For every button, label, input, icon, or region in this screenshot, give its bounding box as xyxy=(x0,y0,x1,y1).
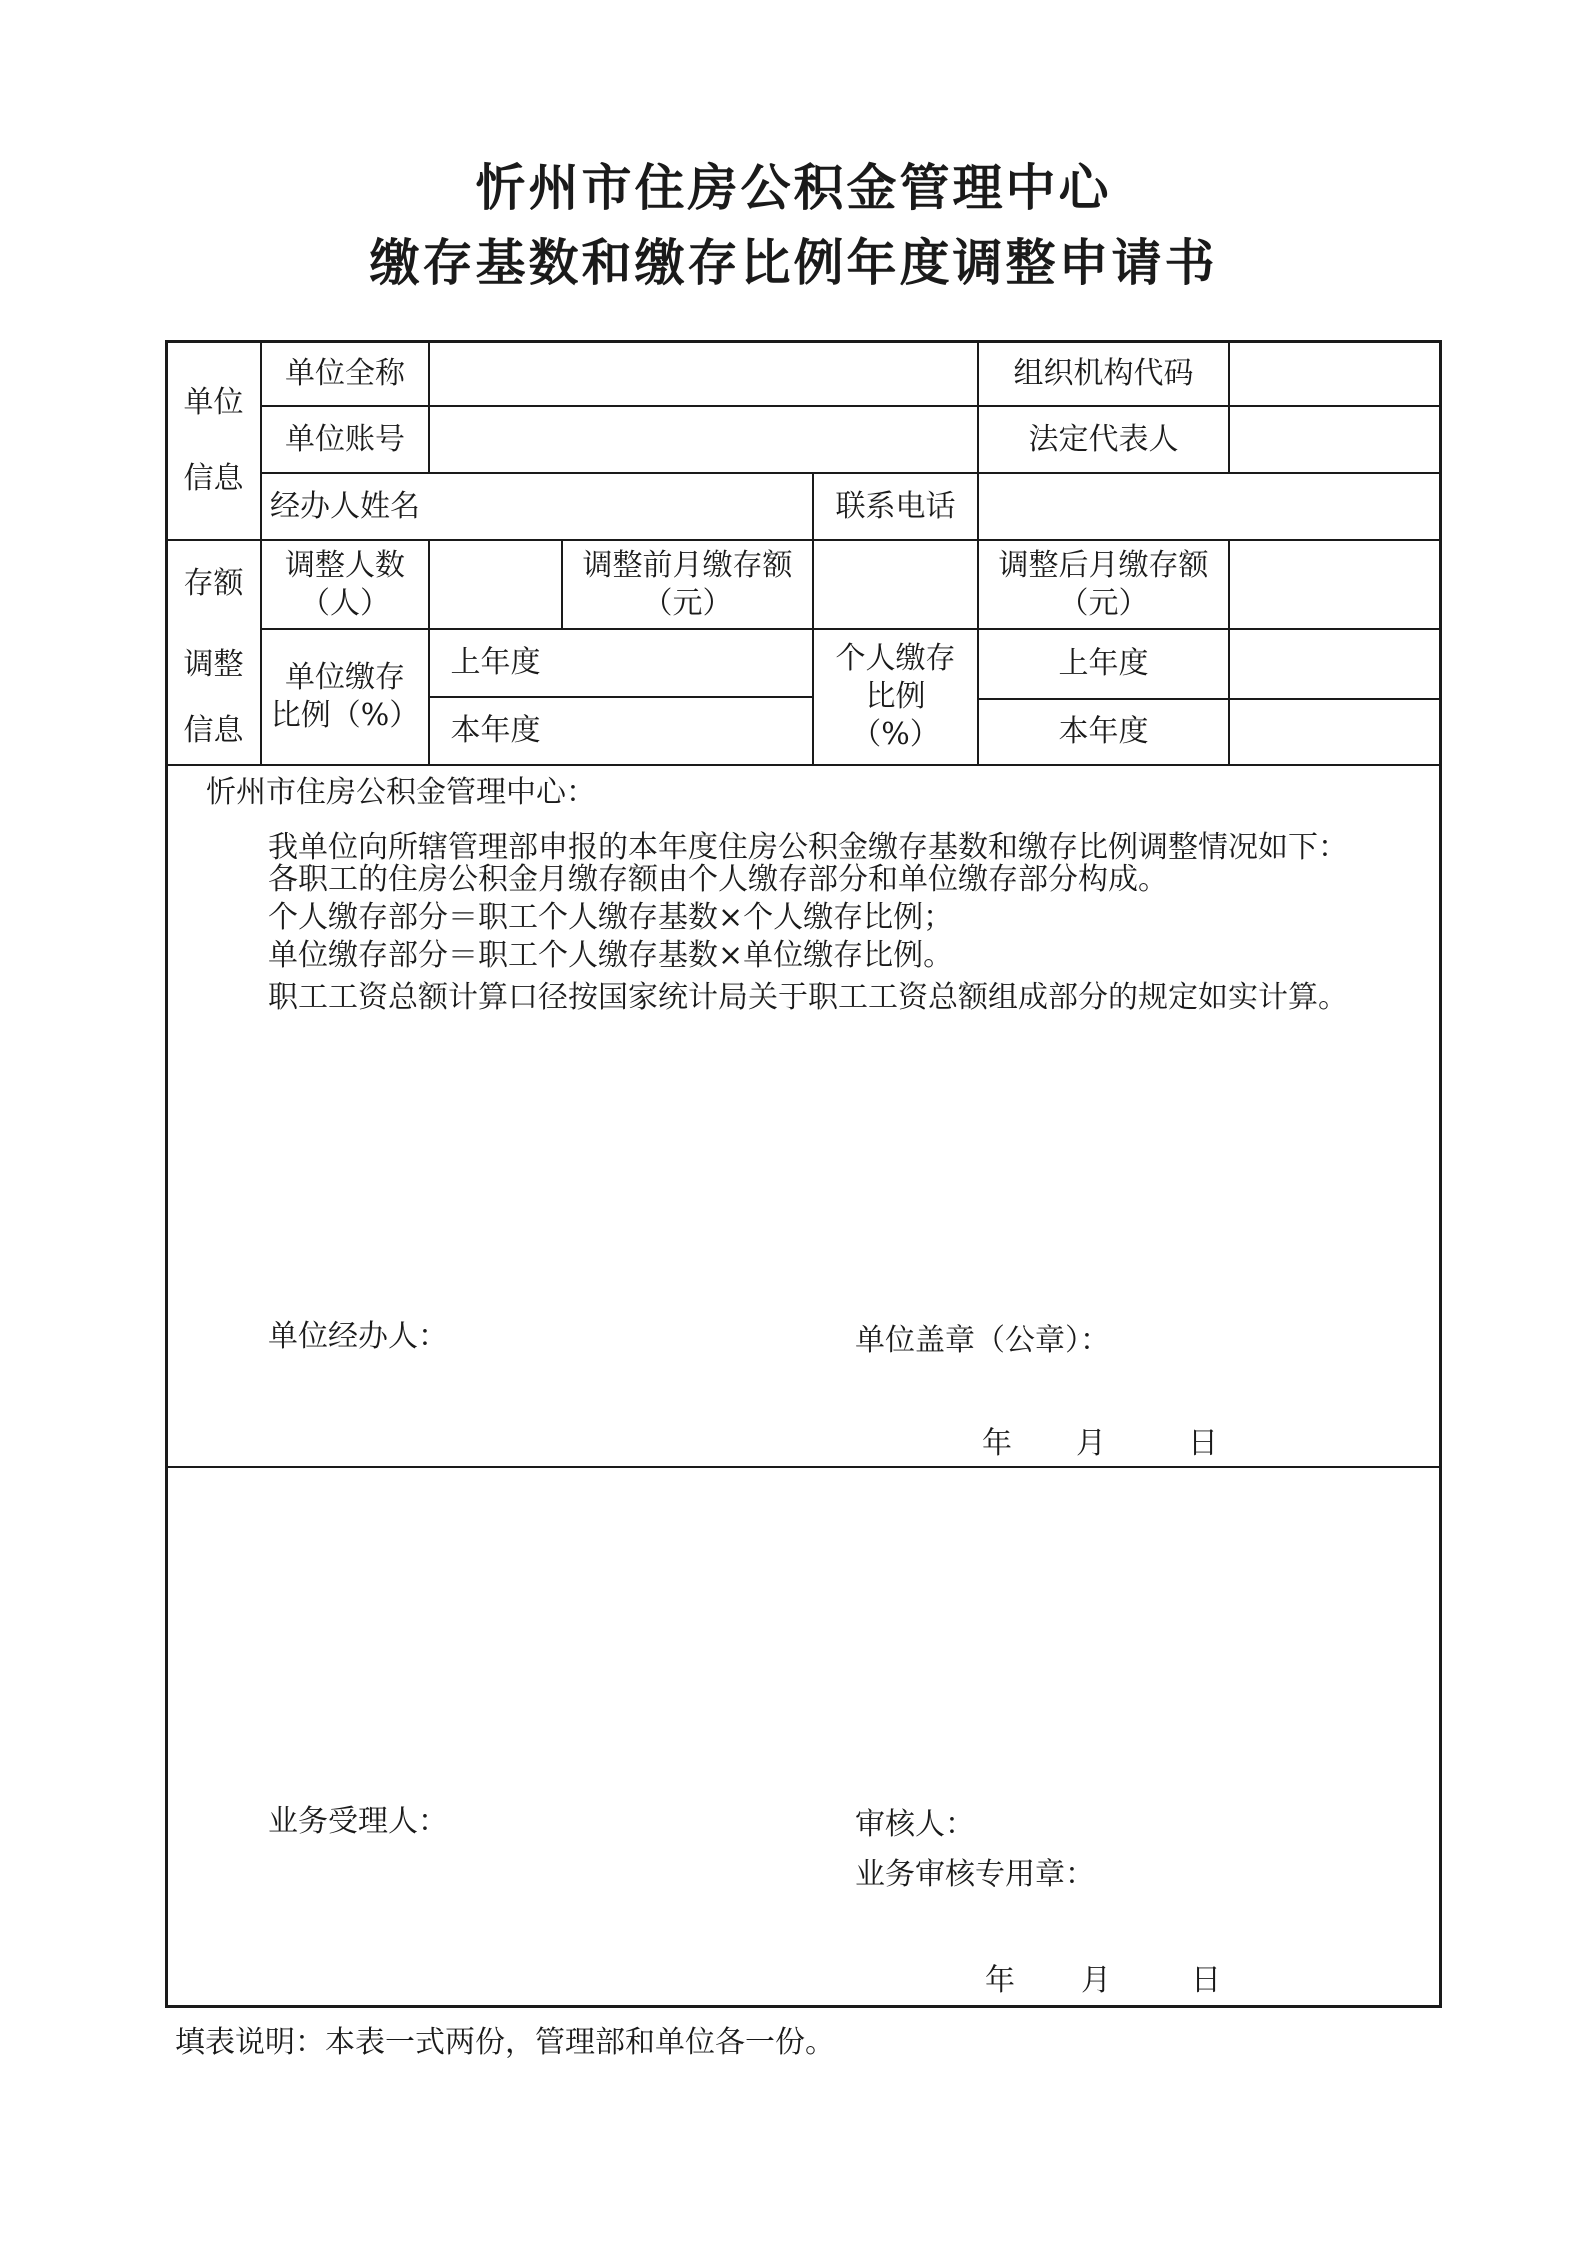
review-date-year: 年 xyxy=(985,1963,1015,1998)
unit-ratio-last-year-field[interactable] xyxy=(563,630,812,696)
unit-ratio-label: 单位缴存 比例（%） xyxy=(270,660,420,733)
account-label: 单位账号 xyxy=(285,421,405,457)
business-receiver-label: 业务受理人： xyxy=(268,1804,448,1839)
statement-date-month: 月 xyxy=(1076,1426,1106,1461)
rule xyxy=(167,1466,1441,1468)
org-code-label: 组织机构代码 xyxy=(1013,355,1194,391)
personal-ratio-label: 个人缴存 比例 （%） xyxy=(835,641,956,752)
personal-ratio-this-year-field[interactable] xyxy=(1230,700,1439,764)
statement-date-year: 年 xyxy=(982,1426,1012,1461)
statement-line: 单位缴存部分＝职工个人缴存基数×单位缴存比例。 xyxy=(268,938,954,973)
adjust-section-label-2: 调整 xyxy=(183,646,244,682)
review-date-day: 日 xyxy=(1191,1963,1221,1998)
table-border-right xyxy=(1439,340,1442,2008)
after-amount-label: 调整后月缴存额 （元） xyxy=(998,547,1209,621)
footer-note: 填表说明：本表一式两份，管理部和单位各一份。 xyxy=(175,2025,835,2060)
adjust-section-label-1: 存额 xyxy=(183,565,244,601)
people-count-field[interactable] xyxy=(430,541,561,628)
unit-info-section-label: 单位 信息 xyxy=(183,384,244,496)
adjust-section-label-3: 信息 xyxy=(183,712,244,748)
before-amount-field[interactable] xyxy=(814,541,977,628)
full-name-label: 单位全称 xyxy=(285,355,405,391)
handler-name-label: 经办人姓名 xyxy=(270,488,420,524)
unit-ratio-this-year-field[interactable] xyxy=(563,698,812,764)
handler-name-field[interactable] xyxy=(430,474,812,539)
phone-field[interactable] xyxy=(979,474,1439,539)
account-field[interactable] xyxy=(430,407,977,472)
phone-label: 联系电话 xyxy=(835,488,956,524)
after-amount-field[interactable] xyxy=(1230,541,1439,628)
reviewer-label: 审核人： xyxy=(855,1807,975,1842)
unit-ratio-this-year-label: 本年度 xyxy=(450,713,541,748)
personal-ratio-last-year-label: 上年度 xyxy=(1058,646,1149,681)
legal-rep-label: 法定代表人 xyxy=(1028,421,1179,457)
personal-ratio-last-year-field[interactable] xyxy=(1230,630,1439,698)
table-border-bottom xyxy=(168,2005,1442,2008)
org-code-field[interactable] xyxy=(1230,342,1439,405)
full-name-field[interactable] xyxy=(430,342,977,405)
personal-ratio-this-year-label: 本年度 xyxy=(1058,714,1149,749)
document-title-line1: 忻州市住房公积金管理中心 xyxy=(475,159,1112,217)
review-seal-label: 业务审核专用章： xyxy=(855,1857,1095,1892)
statement-line: 各职工的住房公积金月缴存额由个人缴存部分和单位缴存部分构成。 xyxy=(268,862,1168,897)
statement-line: 我单位向所辖管理部申报的本年度住房公积金缴存基数和缴存比例调整情况如下： xyxy=(268,830,1348,865)
document-title-line2: 缴存基数和缴存比例年度调整申请书 xyxy=(369,234,1218,292)
unit-seal-label: 单位盖章（公章）： xyxy=(855,1323,1110,1358)
unit-handler-signature-label: 单位经办人： xyxy=(268,1319,448,1354)
before-amount-label: 调整前月缴存额 （元） xyxy=(582,547,793,621)
legal-rep-field[interactable] xyxy=(1230,407,1439,472)
rule xyxy=(167,764,1441,766)
statement-line: 个人缴存部分＝职工个人缴存基数×个人缴存比例； xyxy=(268,900,954,935)
statement-line: 职工工资总额计算口径按国家统计局关于职工工资总额组成部分的规定如实计算。 xyxy=(268,980,1348,1015)
people-count-label: 调整人数 （人） xyxy=(285,547,405,621)
statement-date-day: 日 xyxy=(1188,1426,1218,1461)
statement-addressee: 忻州市住房公积金管理中心： xyxy=(206,775,596,810)
review-date-month: 月 xyxy=(1081,1963,1111,1998)
unit-ratio-last-year-label: 上年度 xyxy=(450,645,541,680)
